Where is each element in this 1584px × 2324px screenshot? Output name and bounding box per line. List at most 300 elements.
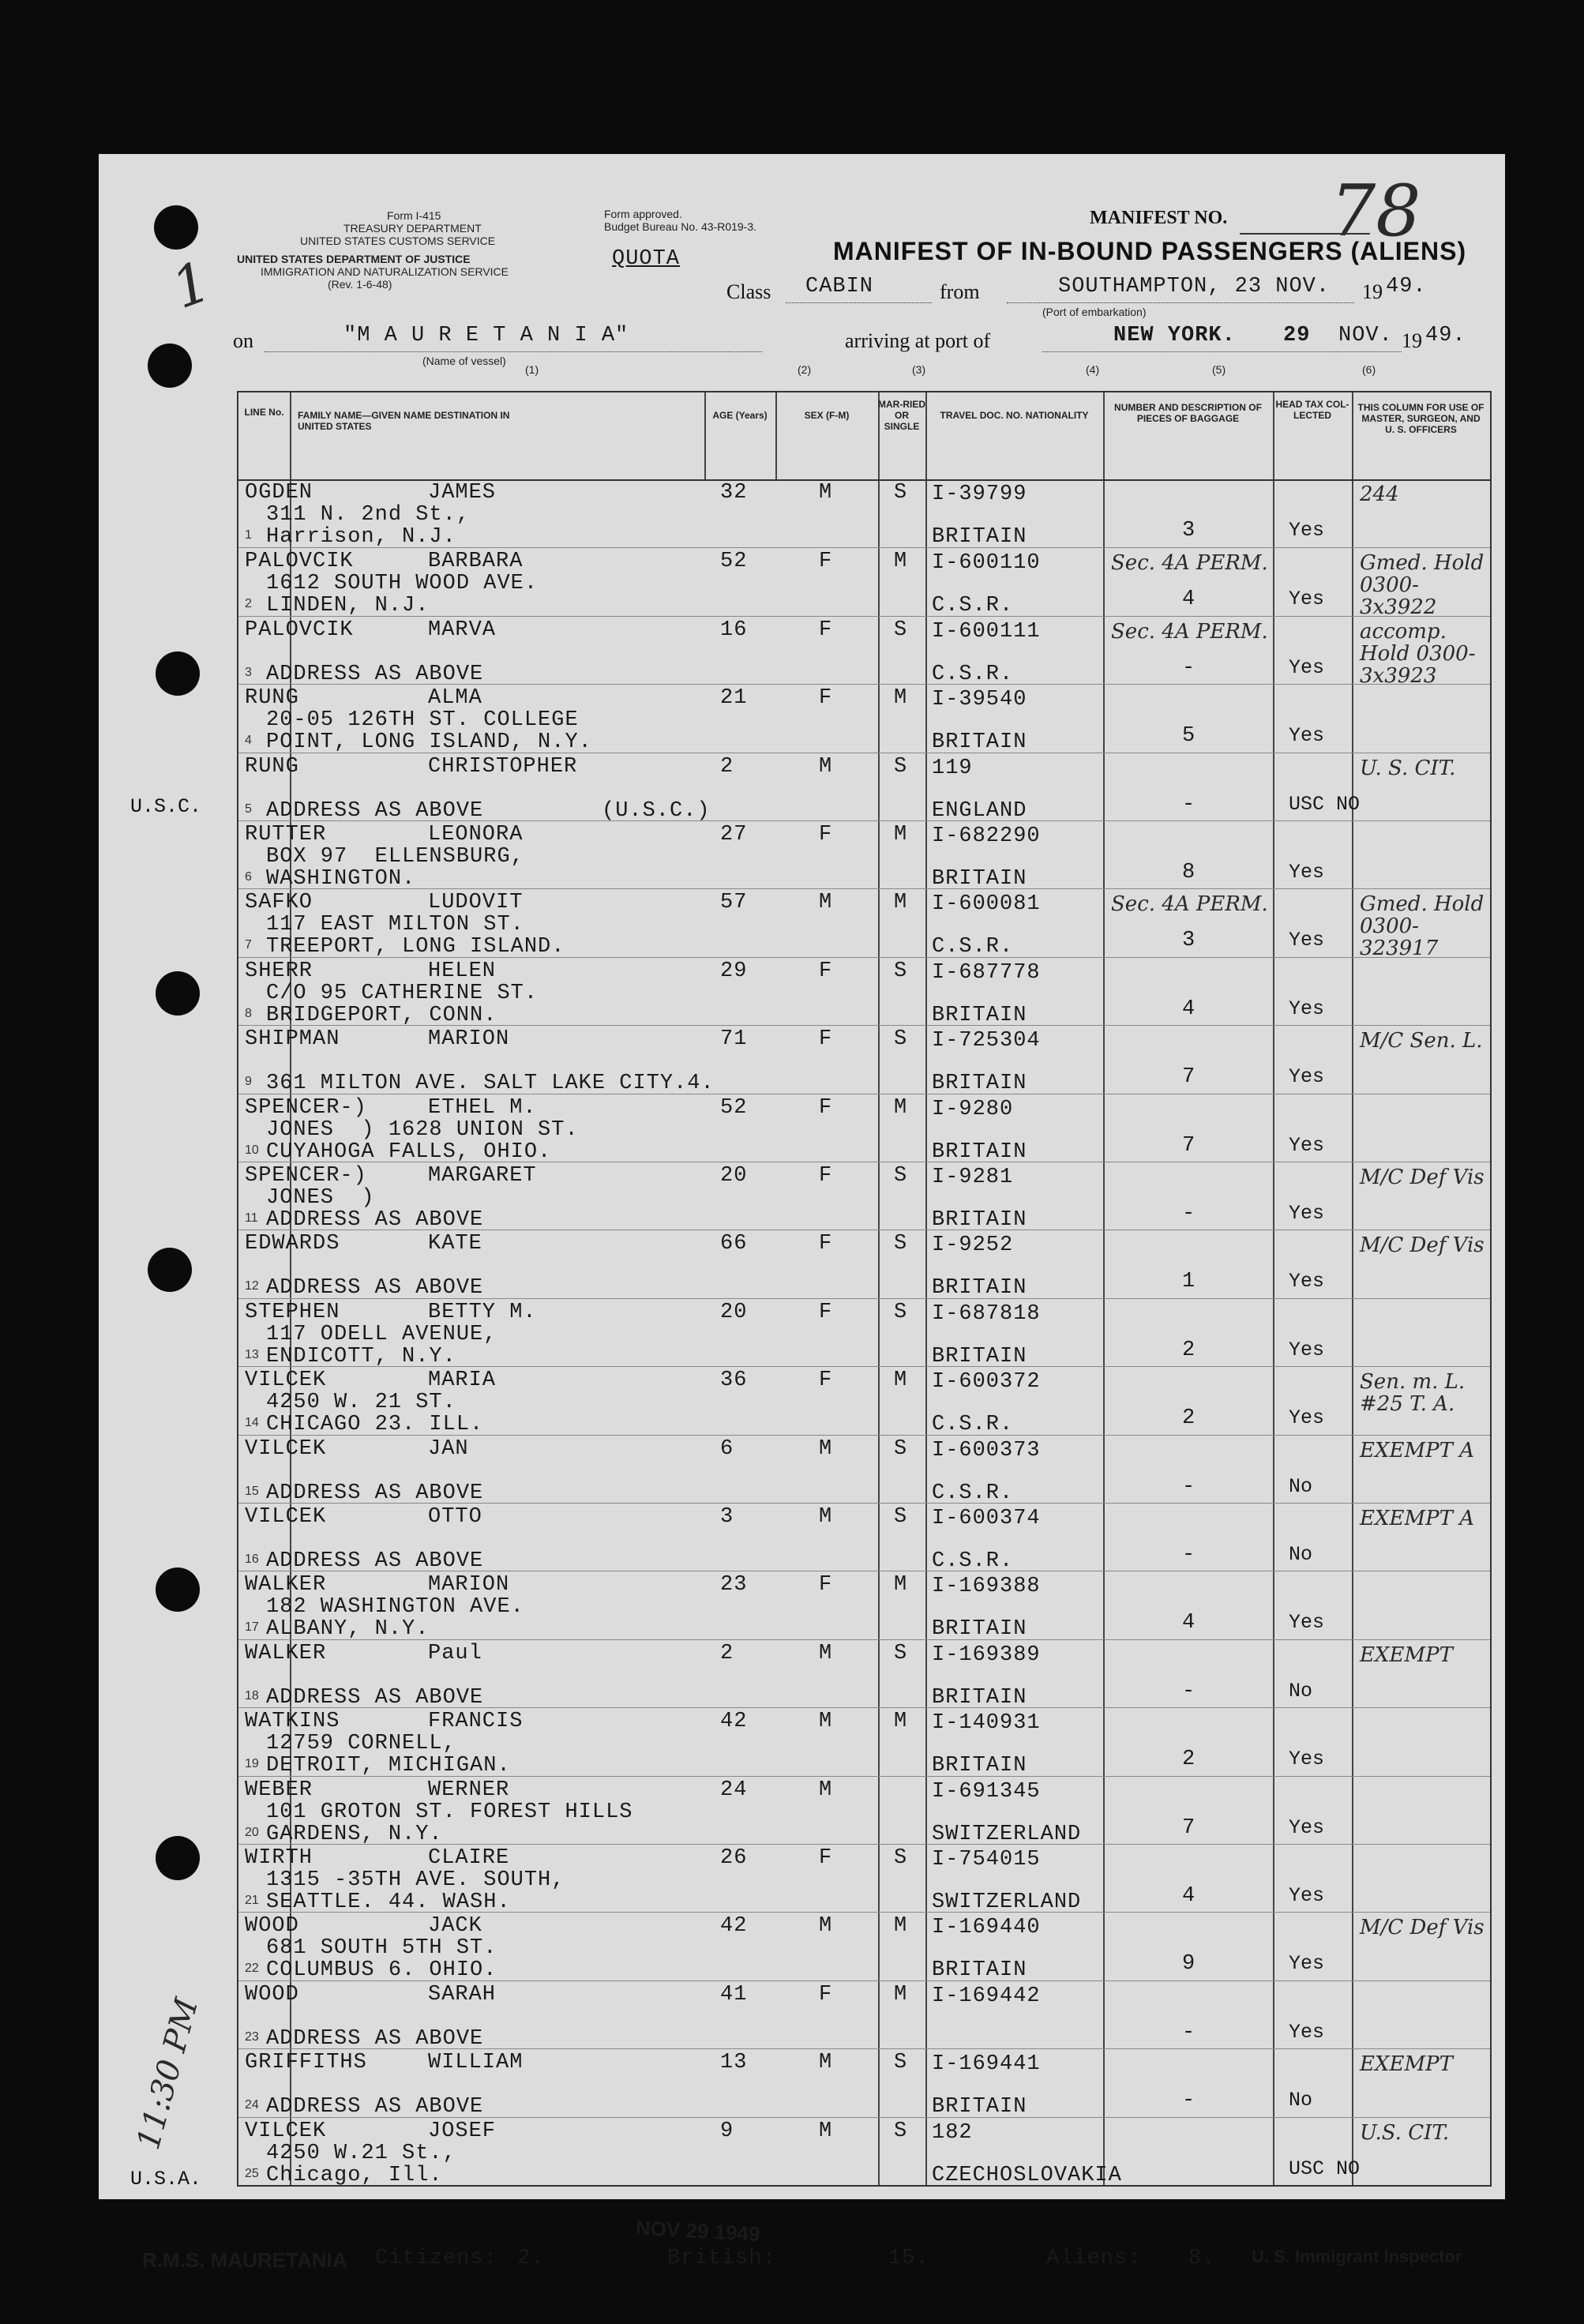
row-line-number: 24 [245,2098,259,2112]
row-nationality: CZECHOSLOVAKIA [932,2163,1122,2187]
row-given-name: FRANCIS [428,1710,524,1734]
row-nationality: C.S.R. [932,662,1014,686]
row-travel-doc: I-169389 [932,1643,1041,1667]
row-age: 20 [720,1300,748,1324]
row-baggage: 8 [1182,861,1196,884]
table-row [238,1912,1490,1983]
row-family-name: RUNG [245,754,299,779]
row-given-name: OTTO [428,1505,482,1529]
row-family-name: EDWARDS [245,1232,340,1256]
row-nationality: BRITAIN [932,1072,1027,1096]
row-address-line2: POINT, LONG ISLAND, N.Y. [266,730,592,755]
row-marital: M [894,823,908,847]
row-address-line2: ADDRESS AS ABOVE [266,1549,484,1573]
row-marital: S [894,2119,908,2143]
row-age: 42 [720,1710,748,1734]
row-given-name: MARVA [428,618,497,642]
row-address-line2: ADDRESS AS ABOVE [266,1685,484,1710]
row-line-number: 5 [245,802,252,816]
row-baggage: 9 [1182,1952,1196,1977]
row-family-name: WIRTH [245,1846,313,1870]
class-value: CABIN [805,275,874,298]
row-address-line1: 182 WASHINGTON AVE. [266,1595,524,1620]
time-note: 11:30 PM [130,1994,206,2153]
row-baggage: - [1182,655,1196,680]
manifest-sheet [99,154,1505,2272]
row-marital: S [894,2051,908,2075]
row-family-name: OGDEN [245,481,313,505]
col-num-3: (3) [912,363,926,376]
col-num-1: (1) [525,363,539,376]
row-travel-doc: I-687778 [932,960,1041,985]
table-row [238,1639,1490,1708]
row-address-line2: SEATTLE. 44. WASH. [266,1890,511,1914]
row-travel-doc: I-687818 [932,1301,1041,1326]
row-address-line2: ADDRESS AS ABOVE [266,1481,484,1505]
row-head-tax: Yes [1289,1406,1325,1430]
row-nationality: BRITAIN [932,1208,1027,1232]
row-sex: F [819,823,833,847]
row-head-tax: Yes [1289,1611,1325,1635]
row-baggage: 5 [1182,724,1196,749]
row-travel-doc: I-600374 [932,1507,1041,1530]
punch-hole [154,205,198,250]
row-sex: M [819,754,833,779]
row-given-name: Paul [428,1641,482,1665]
table-row [238,2117,1490,2186]
row-marital: M [894,550,908,574]
row-officer-note: M/C Def Vis [1360,1916,1485,1940]
row-travel-doc: I-169440 [932,1916,1041,1940]
row-head-tax: No [1289,1543,1313,1566]
row-age: 52 [720,1095,748,1120]
table-row [238,957,1490,1026]
dept-treasury: TREASURY DEPARTMENT [343,222,482,235]
row-marital: S [894,1436,908,1461]
col-married: MAR-RIED OR SINGLE [878,399,925,432]
row-age: 36 [720,1368,748,1393]
row-officer-note: M/C Def Vis [1360,1166,1485,1189]
row-sex: F [819,1368,833,1393]
dept-immigration: IMMIGRATION AND NATURALIZATION SERVICE [261,265,509,278]
row-line-number: 20 [245,1825,259,1839]
row-given-name: JAMES [428,481,497,505]
row-sex: F [819,1164,833,1188]
row-travel-doc: I-600372 [932,1370,1041,1395]
row-line-number: 14 [245,1416,259,1430]
row-sex: F [819,1027,833,1052]
form-number: Form I-415 [387,209,441,222]
punch-hole [156,651,200,696]
row-family-name: VILCEK [245,2119,327,2143]
row-address-line2: ALBANY, N.Y. [266,1617,430,1642]
row-travel-doc: I-140931 [932,1711,1041,1736]
row-officer-note: accomp. Hold 0300-3x3923 [1360,619,1476,688]
row-head-tax: Yes [1289,1270,1325,1293]
row-baggage: 1 [1182,1270,1196,1294]
table-row [238,1298,1490,1367]
row-address-line1: 681 SOUTH 5TH ST. [266,1936,497,1961]
row-given-name: KATE [428,1232,482,1256]
row-age: 20 [720,1164,748,1188]
row-line-number: 21 [245,1894,259,1907]
row-sex: M [819,2051,833,2075]
row-marital: S [894,1505,908,1529]
row-head-tax: Yes [1289,1748,1325,1771]
row-travel-doc: I-169388 [932,1575,1041,1599]
row-marital: S [894,754,908,779]
row-baggage: 7 [1182,1815,1196,1840]
table-row [238,1776,1490,1845]
british-count: 15. [888,2247,929,2270]
row-sex: F [819,1846,833,1870]
row-marital: S [894,1641,908,1665]
row-marital: S [894,1232,908,1256]
row-head-tax: USC NO [1289,2157,1361,2180]
row-family-name: PALOVCIK [245,618,354,642]
row-travel-doc: I-600373 [932,1438,1041,1462]
row-line-number: 9 [245,1075,252,1089]
class-label: Class [726,280,771,303]
row-head-tax: Yes [1289,655,1325,679]
row-given-name: HELEN [428,959,497,983]
row-nationality: BRITAIN [932,730,1027,755]
row-line-number: 1 [245,528,252,542]
row-family-name: SAFKO [245,891,313,915]
row-address-line1: JONES ) 1628 UNION ST. [266,1117,579,1142]
row-address-line2: TREEPORT, LONG ISLAND. [266,935,565,959]
row-baggage: - [1182,792,1196,817]
row-age: 26 [720,1846,748,1870]
row-age: 3 [720,1505,734,1529]
row-sex: M [819,891,833,915]
british-label: British: [667,2247,776,2270]
row-line-number: 10 [245,1143,259,1157]
row-officer-note: EXEMPT A [1360,1438,1474,1462]
table-row [238,1230,1490,1301]
arriving-year: 49. [1425,324,1466,347]
row-head-tax: Yes [1289,2020,1325,2044]
row-family-name: VILCEK [245,1505,327,1529]
row-address-line2: Harrison, N.J. [266,525,456,549]
row-address-line1: 117 EAST MILTON ST. [266,913,524,937]
row-address-line1: 101 GROTON ST. FOREST HILLS [266,1800,633,1824]
row-sex: M [819,1641,833,1665]
row-family-name: STEPHEN [245,1300,340,1324]
on-label: on [233,329,253,352]
row-head-tax: Yes [1289,519,1325,542]
col-num-5: (5) [1212,363,1226,376]
row-age: 2 [720,1641,734,1665]
row-baggage: 4 [1182,997,1196,1021]
form-approved: Form approved. [604,208,682,220]
row-nationality: C.S.R. [932,594,1014,618]
row-baggage: 7 [1182,1065,1196,1090]
row-head-tax: Yes [1289,1202,1325,1225]
row-address-line1: BOX 97 ELLENSBURG, [266,845,524,869]
row-address-line2: WASHINGTON. [266,867,416,891]
col-divider [775,392,777,479]
row-family-name: WOOD [245,1914,299,1939]
row-sex: M [819,1505,833,1529]
row-sex: F [819,550,833,574]
row-family-name: WEBER [245,1778,313,1802]
from-value: SOUTHAMPTON, 23 NOV. [1058,275,1331,298]
col-baggage: NUMBER AND DESCRIPTION OF PIECES OF BAGGAGE [1114,402,1262,424]
citizens-count: 2. [517,2247,545,2270]
dept-justice: UNITED STATES DEPARTMENT OF JUSTICE [237,253,471,265]
from-label: from [940,280,980,303]
row-sex: F [819,686,833,711]
col-age: AGE (Years) [712,410,768,421]
row-address-line2: ENDICOTT, N.Y. [266,1344,456,1368]
row-sex: M [819,1778,833,1802]
row-nationality: BRITAIN [932,1685,1027,1710]
row-family-name: SPENCER-) [245,1095,367,1120]
row-baggage: 4 [1182,588,1196,612]
row-sex: F [819,1573,833,1598]
row-family-name: WALKER [245,1573,327,1598]
aliens-label: Aliens: [1046,2247,1142,2270]
row-head-tax: Yes [1289,929,1325,952]
row-marital: M [894,1914,908,1939]
row-baggage: 4 [1182,1884,1196,1908]
row-nationality: BRITAIN [932,1617,1027,1642]
row-line-number: 23 [245,2029,259,2044]
row-head-tax: No [1289,1474,1313,1498]
row-marital: M [894,1368,908,1393]
row-nationality: C.S.R. [932,1549,1014,1573]
row-nationality: C.S.R. [932,1413,1014,1437]
margin-tally: 1 [163,248,220,322]
row-given-name: MARION [428,1027,510,1052]
row-given-name: SARAH [428,1982,497,2007]
row-head-tax: Yes [1289,1884,1325,1907]
row-marital: M [894,1573,908,1598]
row-family-name: SPENCER-) [245,1164,367,1188]
row-age: 13 [720,2051,748,2075]
row-address-line2: CHICAGO 23. ILL. [266,1413,484,1437]
row-family-name: WATKINS [245,1710,340,1734]
date-stamp: NOV 29 1949 [635,2215,761,2247]
row-travel-doc: I-39540 [932,688,1027,712]
row-address-line2: ADDRESS AS ABOVE [266,1208,484,1232]
manifest-no-underline [1240,233,1370,235]
row-age: 42 [720,1914,748,1939]
row-address-line2: COLUMBUS 6. OHIO. [266,1958,497,1983]
row-age: 21 [720,686,748,711]
row-address-line1: 20-05 126TH ST. COLLEGE [266,708,579,733]
row-travel-doc: I-9281 [932,1166,1014,1189]
row-family-name: VILCEK [245,1436,327,1461]
row-travel-doc: I-169441 [932,2052,1041,2077]
col-divider [704,392,706,479]
budget-bureau: Budget Bureau No. 43-R019-3. [604,220,757,233]
row-officer-note: U. S. CIT. [1360,756,1456,780]
row-sex: F [819,618,833,642]
row-given-name: LEONORA [428,823,524,847]
row-head-tax: Yes [1289,1952,1325,1976]
row-baggage: 2 [1182,1338,1196,1362]
row-nationality: SWITZERLAND [932,1890,1082,1914]
row-baggage: 4 [1182,1611,1196,1635]
row-baggage: 3 [1182,929,1196,953]
table-row [238,2048,1490,2117]
row-address-line1: 1315 -35TH AVE. SOUTH, [266,1868,565,1892]
row-sex: M [819,2119,833,2143]
manifest-title: MANIFEST OF IN-BOUND PASSENGERS (ALIENS) [833,237,1467,265]
row-family-name: RUNG [245,686,299,711]
arriving-label: arriving at port of [845,329,991,352]
row-marital: M [894,1710,908,1734]
row-line-number: 22 [245,1962,259,1976]
row-address-line2: CUYAHOGA FALLS, OHIO. [266,1139,552,1164]
row-address-line2: LINDEN, N.J. [266,594,430,618]
row-given-name: WILLIAM [428,2051,524,2075]
row-family-name: WOOD [245,1982,299,2007]
row-address-line2: DETROIT, MICHIGAN. [266,1754,511,1778]
row-line-number: 16 [245,1552,259,1566]
row-line-number: 18 [245,1688,259,1703]
col-num-4: (4) [1086,363,1100,376]
row-nationality: C.S.R. [932,935,1014,959]
row-line-number: 8 [245,1006,252,1020]
row-given-name: JACK [428,1914,482,1939]
row-baggage: - [1182,1474,1196,1499]
row-travel-doc: I-9280 [932,1097,1014,1121]
row-baggage: 2 [1182,1406,1196,1431]
row-marital: M [894,891,908,915]
row-travel-doc: 119 [932,756,973,780]
row-sex: M [819,1710,833,1734]
row-head-tax: Yes [1289,997,1325,1020]
row-travel-doc: I-600111 [932,619,1041,644]
punch-hole [156,971,200,1016]
row-line-number: 19 [245,1757,259,1771]
row-marital: S [894,618,908,642]
row-age: 6 [720,1436,734,1461]
row-address-line1: 311 N. 2nd St., [266,503,471,527]
table-row [238,1844,1490,1913]
row-given-name: WERNER [428,1778,510,1802]
row-line-number: 17 [245,1620,259,1635]
row-line-number: 3 [245,665,252,679]
row-baggage: 7 [1182,1133,1196,1158]
table-row [238,1980,1490,2049]
row-officer-note: EXEMPT A [1360,1507,1474,1530]
inspector-stamp: U. S. Immigrant Inspector [1252,2247,1462,2266]
row-travel-doc: 182 [932,2120,973,2145]
punch-hole [148,1248,192,1292]
manifest-no-value: 78 [1331,170,1421,253]
row-officer-note: Sen. m. L. #25 T. A. [1360,1370,1466,1417]
row-age: 57 [720,891,748,915]
row-baggage-note: Sec. 4A PERM. [1111,892,1268,917]
row-line-number: 7 [245,938,252,952]
row-line-number: 15 [245,1484,259,1498]
row-sex: M [819,1914,833,1939]
row-address-line2: Chicago, Ill. [266,2163,443,2187]
arriving-year-prefix: 19 [1402,329,1422,352]
row-nationality: BRITAIN [932,867,1027,891]
row-age: 27 [720,823,748,847]
row-head-tax: No [1289,1679,1313,1703]
row-travel-doc: I-600110 [932,551,1041,576]
row-head-tax: Yes [1289,724,1325,748]
row-address-line2: ADDRESS AS ABOVE [266,2095,484,2119]
row-age: 24 [720,1778,748,1802]
table-row [238,888,1490,961]
row-travel-doc: I-725304 [932,1029,1041,1053]
table-row [238,1571,1490,1642]
row-line-number: 2 [245,597,252,611]
table-row [238,1707,1490,1776]
row-head-tax: Yes [1289,861,1325,884]
row-officer-note: M/C Sen. L. [1360,1029,1483,1053]
col-num-2: (2) [798,363,812,376]
row-head-tax: USC NO [1289,792,1361,816]
vessel-underline [265,351,762,352]
row-line-number: 11 [245,1211,258,1225]
row-given-name: CHRISTOPHER [428,754,578,779]
row-family-name: SHIPMAN [245,1027,340,1052]
row-address-line1: 4250 W. 21 ST. [266,1391,456,1415]
row-address-line2: ADDRESS AS ABOVE [266,2026,484,2051]
table-row [238,684,1490,753]
row-travel-doc: I-39799 [932,482,1027,506]
table-row [238,1094,1490,1162]
row-address-line2: GARDENS, N.Y. [266,1822,443,1846]
row-line-number: 12 [245,1279,259,1293]
row-given-name: LUDOVIT [428,891,524,915]
row-address-line2: ADDRESS AS ABOVE [266,1276,484,1301]
row-age: 16 [720,618,748,642]
row-address-line1: JONES ) [266,1186,375,1210]
row-family-name: PALOVCIK [245,550,354,574]
row-nationality: BRITAIN [932,1344,1027,1368]
table-row [238,820,1490,889]
row-travel-doc: I-691345 [932,1779,1041,1804]
table-row [238,1366,1490,1435]
arriving-month: NOV. [1338,324,1393,347]
row-baggage-note: Sec. 4A PERM. [1111,619,1268,644]
row-address-line1: 117 ODELL AVENUE, [266,1322,497,1346]
from-underline [1007,302,1354,303]
row-nationality: BRITAIN [932,1003,1027,1027]
usc-label: U.S.C. [130,795,202,818]
row-baggage: 3 [1182,519,1196,543]
row-given-name: BARBARA [428,550,524,574]
row-family-name: SHERR [245,959,313,983]
row-given-name: ALMA [428,686,482,711]
row-baggage: 2 [1182,1748,1196,1772]
row-nationality: ENGLAND [932,798,1027,823]
row-given-name: ETHEL M. [428,1095,537,1120]
table-row [238,616,1490,688]
row-given-name: JOSEF [428,2119,497,2143]
row-marital: S [894,1027,908,1052]
manifest-no-label: MANIFEST NO. [1090,208,1228,228]
row-nationality: SWITZERLAND [932,1822,1082,1846]
row-sex: F [819,1232,833,1256]
port-caption: (Port of embarkation) [1042,306,1147,318]
row-line-number: 13 [245,1347,259,1361]
row-given-name: MARGARET [428,1164,537,1188]
row-head-tax: Yes [1289,1338,1325,1361]
row-address-line2: BRIDGEPORT, CONN. [266,1003,497,1027]
row-marital: S [894,1846,908,1870]
row-address-line1: 12759 CORNELL, [266,1732,456,1756]
